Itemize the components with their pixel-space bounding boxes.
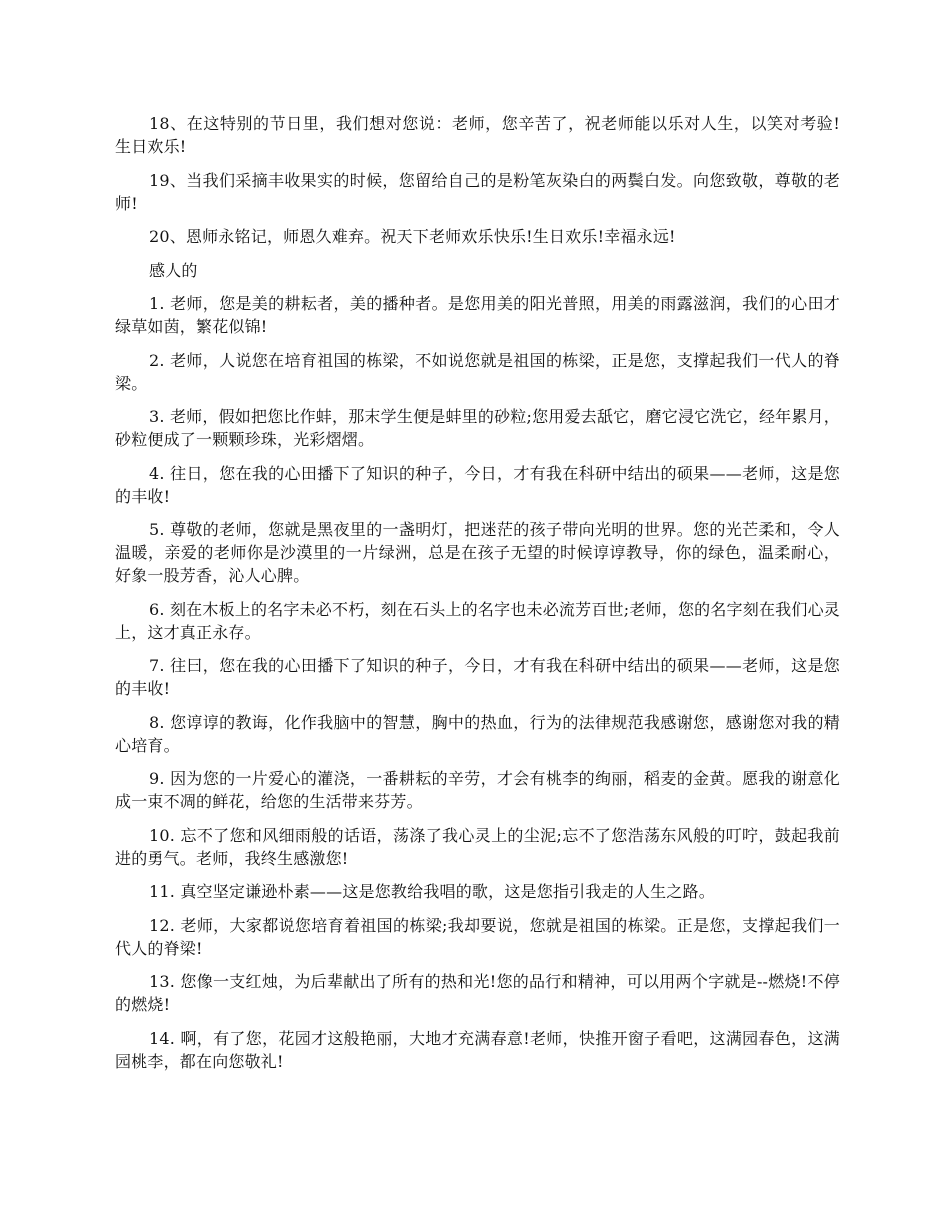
paragraph-10: 10. 忘不了您和风细雨般的话语，荡涤了我心灵上的尘泥;忘不了您浩荡东风般的叮咛，鼓起我前进的勇气。老师，我终生感激您! bbox=[115, 825, 840, 868]
paragraph-14: 14. 啊，有了您，花园才这般艳丽，大地才充满春意!老师，快推开窗子看吧，这满园春色，这满园桃李，都在向您敬礼! bbox=[115, 1028, 840, 1071]
paragraph-7: 7. 往曰，您在我的心田播下了知识的种子，今日，才有我在科研中结出的硕果——老师，这是您的丰收! bbox=[115, 656, 840, 698]
paragraph-5: 5. 尊敬的老师，您就是黑夜里的一盏明灯，把迷茫的孩子带向光明的世界。您的光芒柔和，令人温暖，亲爱的老师你是沙漠里的一片绿洲，总是在孩子无望的时候谆谆教导，你的绿色，温柔耐心，好象一股芳香，沁人心脾。 bbox=[115, 520, 840, 585]
paragraph-8: 8. 您谆谆的教诲，化作我脑中的智慧，胸中的热血，行为的法律规范我感谢您，感谢您对我的精心培育。 bbox=[115, 712, 840, 755]
paragraph-2: 2. 老师，人说您在培育祖国的栋梁，不如说您就是祖国的栋梁，正是您，支撑起我们一代人的脊梁。 bbox=[115, 350, 840, 393]
paragraph-12: 12. 老师，大家都说您培育着祖国的栋梁;我却要说，您就是祖国的栋梁。正是您，支撑起我们一代人的脊梁! bbox=[115, 915, 840, 958]
paragraph-19: 19、当我们采摘丰收果实的时候，您留给自己的是粉笔灰染白的两鬓白发。向您致敬，尊敬的老师! bbox=[115, 170, 840, 213]
section-heading: 感人的 bbox=[149, 260, 198, 280]
document-body bbox=[115, 112, 840, 1083]
paragraph-9: 9. 因为您的一片爱心的灌浇，一番耕耘的辛劳，才会有桃李的绚丽，稻麦的金黄。愿我的谢意化成一束不凋的鲜花，给您的生活带来芬芳。 bbox=[115, 769, 840, 811]
paragraph-3: 3. 老师，假如把您比作蚌，那末学生便是蚌里的砂粒;您用爱去舐它，磨它浸它洗它，经年累月，砂粒便成了一颗颗珍珠，光彩熠熠。 bbox=[115, 407, 840, 449]
paragraph-11: 11. 真空坚定谦逊朴素——这是您教给我唱的歌，这是您指引我走的人生之路。 bbox=[149, 882, 715, 901]
paragraph-4: 4. 往日，您在我的心田播下了知识的种子，今日，才有我在科研中结出的硕果——老师，这是您的丰收! bbox=[115, 463, 840, 506]
paragraph-6: 6. 刻在木板上的名字未必不朽，刻在石头上的名字也未必流芳百世;老师，您的名字刻在我们心灵上，这才真正永存。 bbox=[115, 599, 840, 642]
paragraph-13: 13. 您像一支红烛，为后辈献出了所有的热和光!您的品行和精神，可以用两个字就是--燃烧!不停的燃烧! bbox=[115, 972, 840, 1014]
paragraph-18: 18、在这特别的节日里，我们想对您说：老师，您辛苦了，祝老师能以乐对人生，以笑对考验!生日欢乐! bbox=[115, 114, 840, 156]
paragraph-1: 1. 老师，您是美的耕耘者，美的播种者。是您用美的阳光普照，用美的雨露滋润，我们的心田才绿草如茵，繁花似锦! bbox=[115, 294, 840, 336]
paragraph-20: 20、恩师永铭记，师恩久难弃。祝天下老师欢乐快乐!生日欢乐!幸福永远! bbox=[149, 227, 676, 246]
